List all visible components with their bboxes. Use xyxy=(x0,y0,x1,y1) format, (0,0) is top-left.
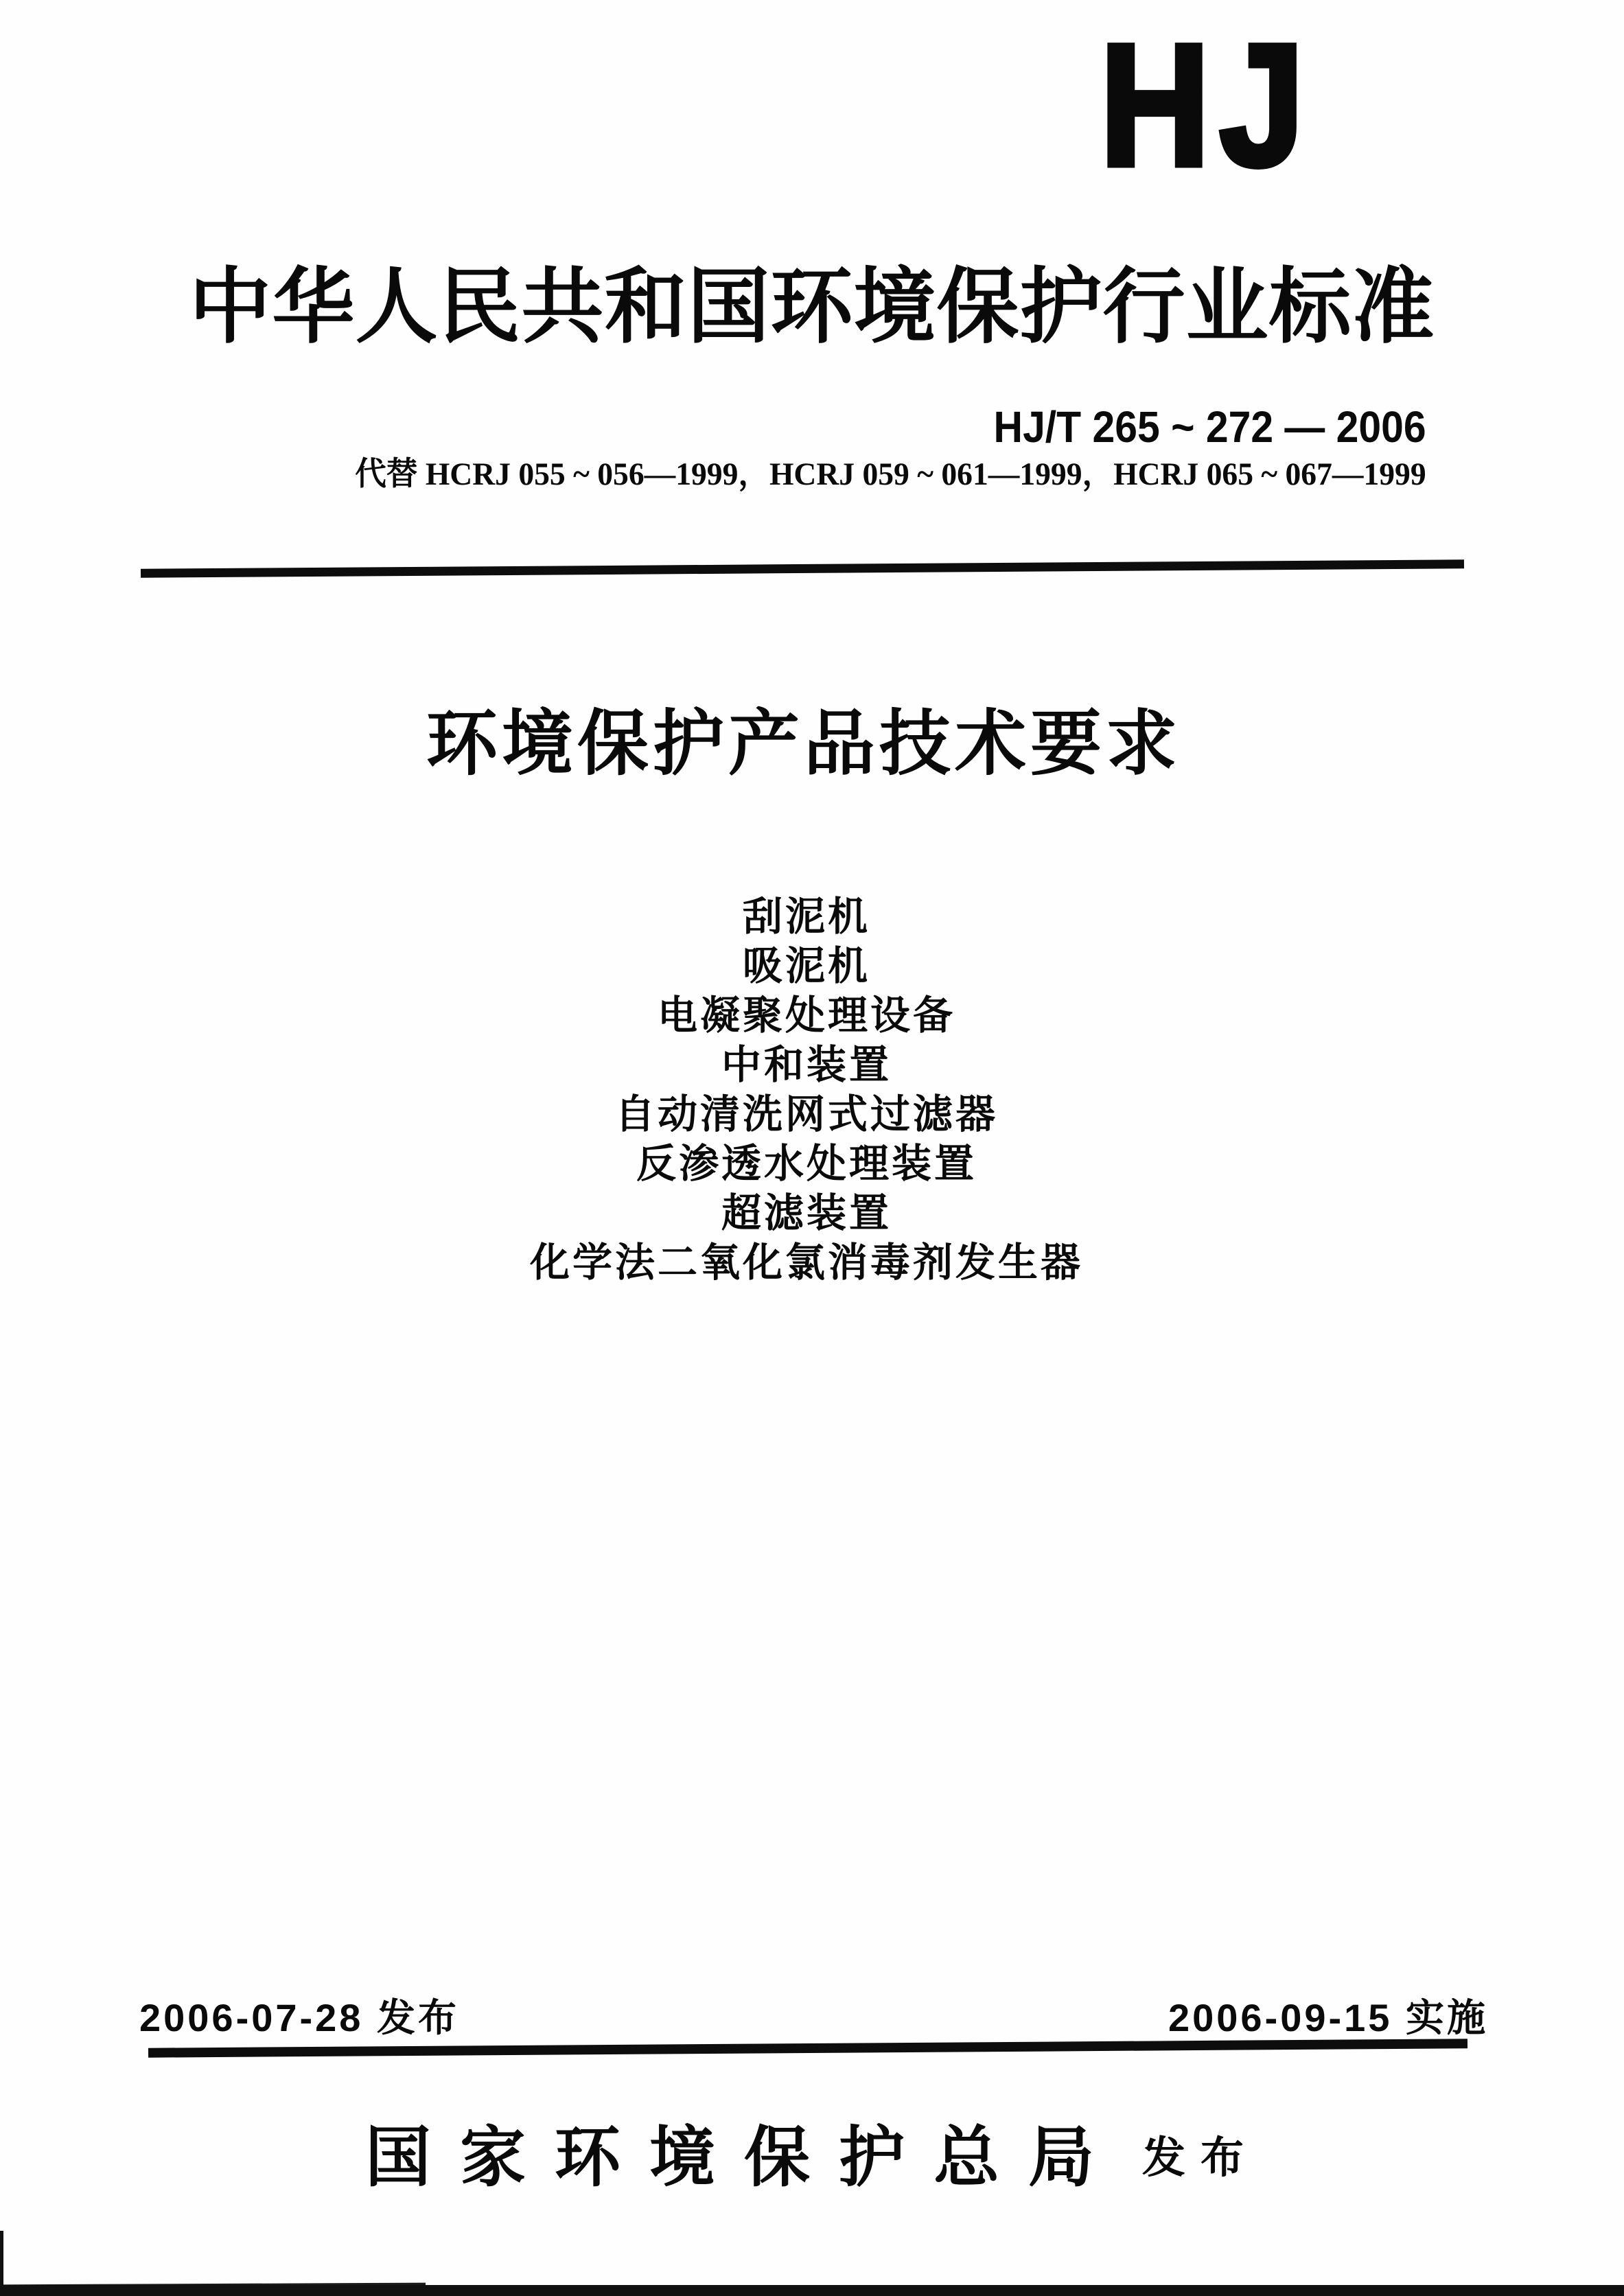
footer-rule xyxy=(148,2039,1468,2057)
product-list-item: 化学法二氧化氯消毒剂发生器 xyxy=(529,1240,1083,1285)
scan-left-edge xyxy=(0,2231,3,2296)
replaced-standards: 代替 HCRJ 055 ~ 056—1999，HCRJ 059 ~ 061—1999，HCRJ 065 ~ 067—1999 xyxy=(355,456,1426,492)
product-list-item: 反渗透水处理装置 xyxy=(636,1141,977,1186)
product-list-item: 中和装置 xyxy=(721,1043,892,1087)
standard-number: HJ/T 265 ~ 272 — 2006 xyxy=(993,402,1426,452)
implementation-date: 2006-09-15 实施 xyxy=(1168,1996,1488,2039)
product-list-item: 刮泥机 xyxy=(742,894,870,939)
hj-logo: HJ xyxy=(1100,9,1314,202)
product-list xyxy=(0,892,1613,1288)
scan-bottom-bar xyxy=(0,2285,1624,2296)
standard-number-block xyxy=(322,402,1426,492)
publish-label: 发布 xyxy=(1142,2133,1259,2182)
publisher-row xyxy=(0,2121,1624,2194)
header-title: 中华人民共和国环境保护行业标准 xyxy=(189,262,1435,353)
product-list-item: 自动清洗网式过滤器 xyxy=(614,1092,998,1137)
product-list-item: 电凝聚处理设备 xyxy=(657,993,955,1038)
issue-date: 2006-07-28 发布 xyxy=(139,1996,460,2039)
product-list-item: 吸泥机 xyxy=(742,944,870,988)
publisher-name: 国家环境保护总局 xyxy=(365,2121,1123,2194)
document-title: 环境保护产品技术要求 xyxy=(426,704,1181,784)
product-list-item: 超滤装置 xyxy=(721,1191,892,1236)
header-rule xyxy=(141,559,1464,577)
